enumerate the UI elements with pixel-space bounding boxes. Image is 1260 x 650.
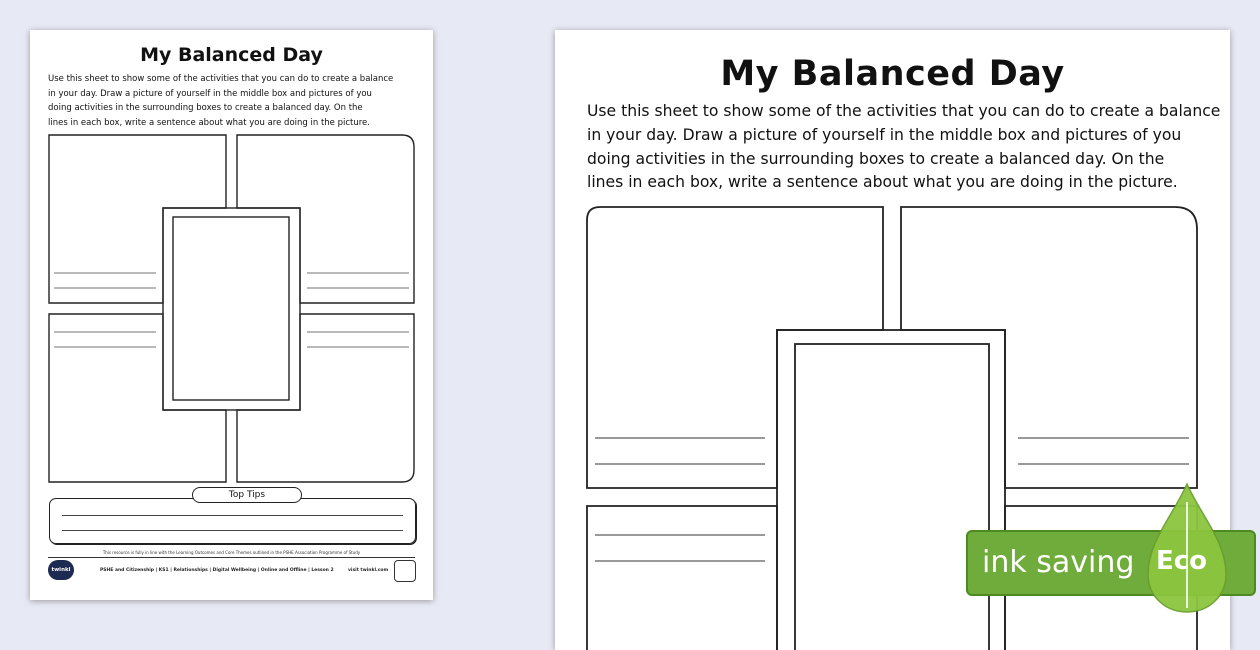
footer-divider <box>48 557 415 558</box>
activity-box-bottom-left <box>587 506 777 650</box>
top-tips-label: Top Tips <box>192 487 302 503</box>
instruction-line: lines in each box, write a sentence about what you are doing in the picture. <box>48 117 370 128</box>
ink-saving-label: ink saving <box>982 545 1135 580</box>
pshe-association-logo <box>394 560 416 582</box>
writing-line <box>62 530 403 531</box>
self-portrait-box <box>795 344 989 650</box>
activity-box-top-right <box>237 135 414 303</box>
centre-frame <box>163 208 300 410</box>
twinkl-logo: twinkl <box>48 560 74 580</box>
footer-note: This resource is fully in line with the Learning Outcomes and Core Themes outlined in the PSHE Association Programme of Study <box>102 550 361 555</box>
worksheet-title: My Balanced Day <box>720 54 1065 94</box>
top-tips-box <box>49 498 416 544</box>
activity-box-bottom-left <box>49 314 226 482</box>
instruction-line: doing activities in the surrounding boxes to create a balanced day. On the <box>587 149 1165 168</box>
instruction-line: lines in each box, write a sentence about what you are doing in the picture. <box>587 173 1178 192</box>
instruction-line: doing activities in the surrounding boxes to create a balanced day. On the <box>48 103 363 114</box>
instruction-line: Use this sheet to show some of the activities that you can do to create a balance <box>587 102 1221 120</box>
footer-subject-line: PSHE and Citizenship | KS1 | Relationships | Digital Wellbeing | Online and Offline | Lesson 2 <box>100 568 334 573</box>
worksheet-title: My Balanced Day <box>140 44 323 66</box>
activity-box-top-left <box>49 135 226 303</box>
activity-box-top-right <box>901 207 1197 488</box>
worksheet-thumbnail[interactable] <box>30 30 433 600</box>
instruction-line: in your day. Draw a picture of yourself in the middle box and pictures of you <box>587 125 1182 144</box>
activity-box-bottom-right <box>237 314 414 482</box>
self-portrait-box <box>173 217 289 400</box>
instruction-line: Use this sheet to show some of the activities that you can do to create a balance <box>48 74 394 84</box>
footer-url: visit twinkl.com <box>348 568 389 573</box>
eco-label: Eco <box>1156 546 1208 576</box>
writing-line <box>62 515 403 516</box>
centre-frame <box>777 330 1005 650</box>
activity-box-top-left <box>587 207 883 488</box>
instruction-line: in your day. Draw a picture of yourself in the middle box and pictures of you <box>48 88 372 99</box>
